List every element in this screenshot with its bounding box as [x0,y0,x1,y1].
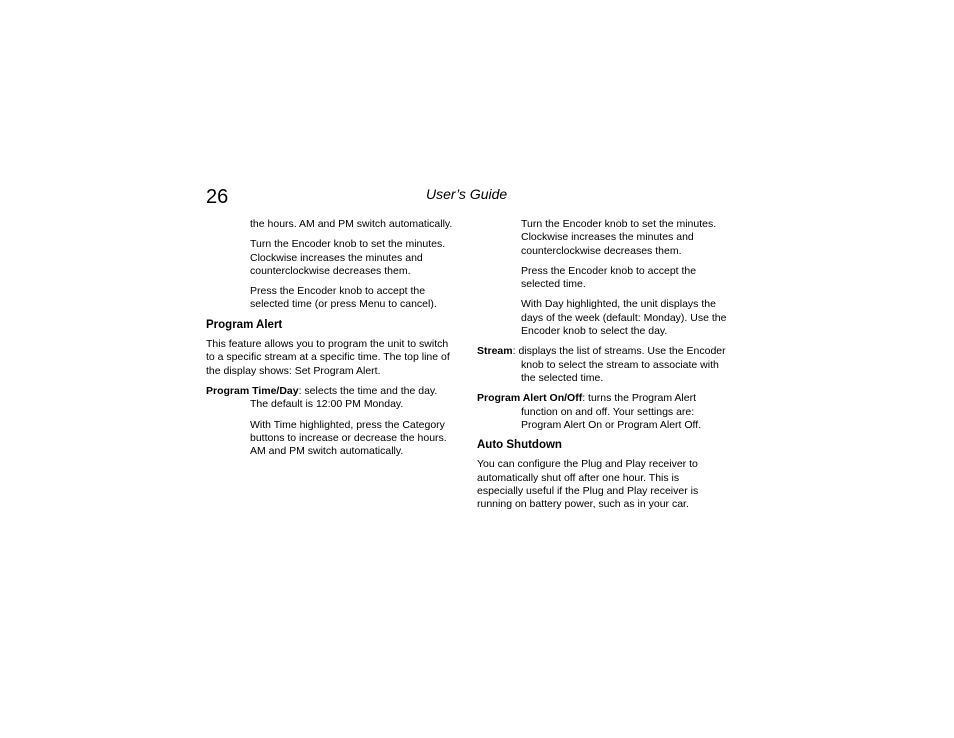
section-heading-auto-shutdown: Auto Shutdown [477,439,562,452]
definition-text: : turns the Program Alert function on and off. Your settings are: Program Alert On or Program Alert Off. [521,392,702,431]
paragraph: the hours. AM and PM switch automatically. [250,218,453,230]
paragraph: You can configure the Plug and Play receiver to automatically shut off after one hour. This is especially useful if the Plug and Play receiver is running on battery power, such as in your car. [477,458,699,511]
term: Program Alert On/Off [477,392,583,405]
term: Stream [477,345,513,358]
definition-program-alert-onoff [477,392,727,432]
definition-stream [477,345,727,385]
paragraph: With Day highlighted, the unit displays the days of the week (default: Monday). Use the Encoder knob to select the day. [521,298,727,338]
left-column [206,218,456,465]
paragraph: Turn the Encoder knob to set the minutes. Clockwise increases the minutes and counterclockwise decreases them. [521,218,717,257]
paragraph: Press the Encoder knob to accept the selected time (or press Menu to cancel). [250,285,437,311]
term: Program Time/Day [206,384,299,397]
section-heading-program-alert: Program Alert [206,318,283,331]
paragraph: With Time highlighted, press the Category buttons to increase or decrease the hours. AM and PM switch automatically. [250,418,447,458]
paragraph: Turn the Encoder knob to set the minutes. Clockwise increases the minutes and counterclockwise decreases them. [250,238,446,277]
page-number: 26 [206,186,229,208]
definition-text: : displays the list of streams. Use the Encoder knob to select the stream to associate with the selected time. [512,345,726,384]
paragraph: Press the Encoder knob to accept the selected time. [521,264,697,291]
paragraph: This feature allows you to program the unit to switch to a specific stream at a specific time. The top line of the display shows: Set Program Alert. [206,338,450,377]
definition-program-time-day [206,385,456,412]
running-header: User’s Guide [426,186,508,202]
right-column [477,218,727,519]
definition-text: : selects the time and the day. The default is 12:00 PM Monday. [250,384,438,411]
